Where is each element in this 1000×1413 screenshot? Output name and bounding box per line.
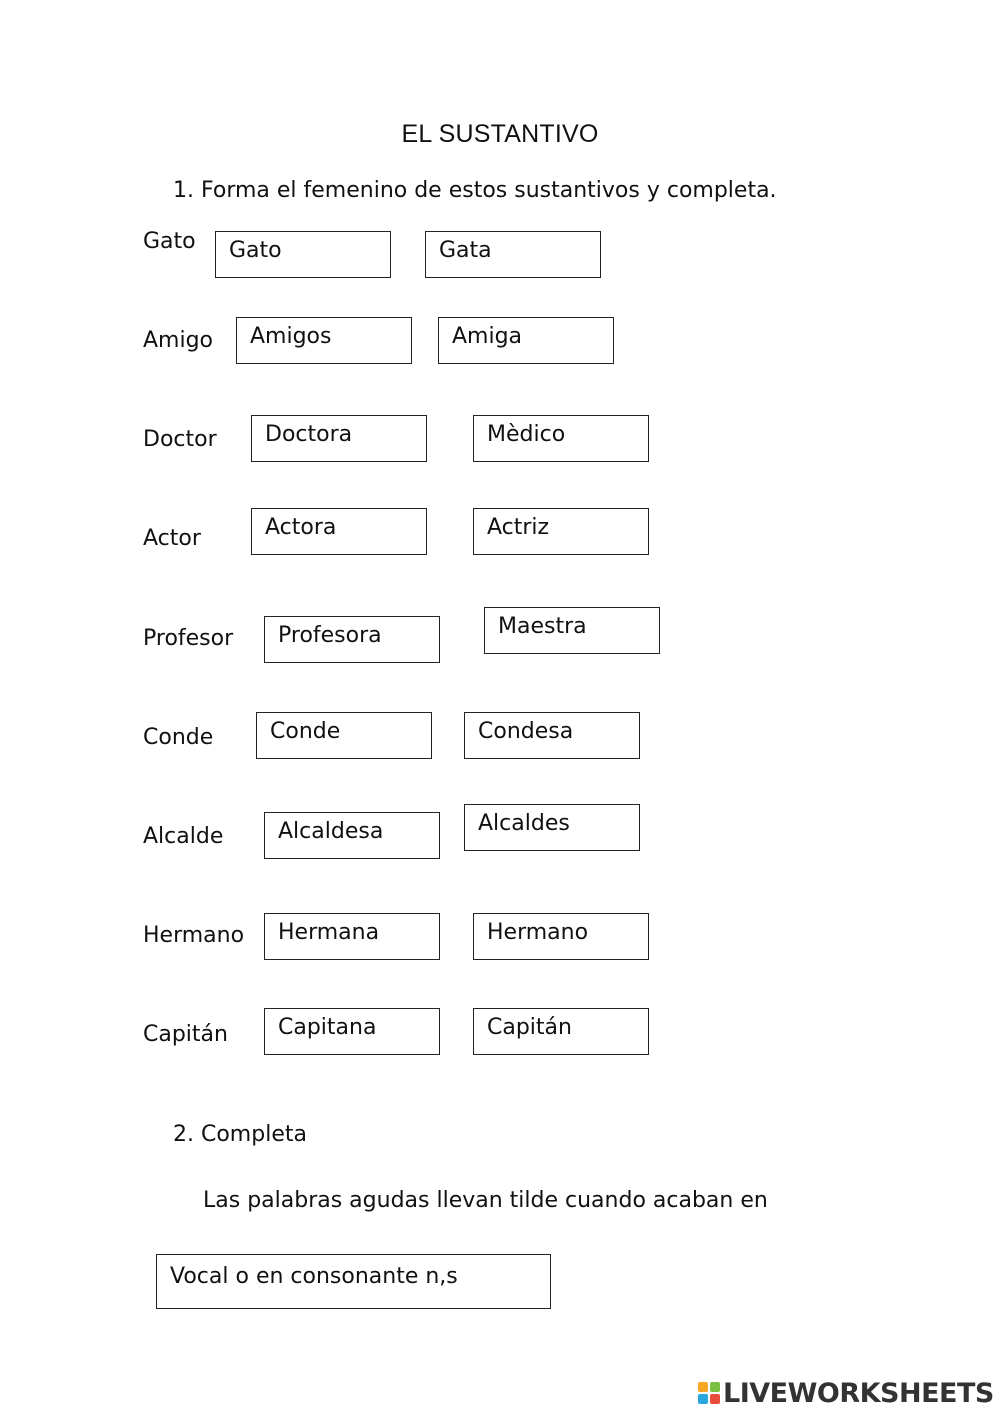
answer-box-conde-1[interactable]: Conde <box>256 712 432 759</box>
word-hermano: Hermano <box>143 923 245 948</box>
answer-box-gato-2[interactable]: Gata <box>425 231 601 278</box>
answer-box-actor-1[interactable]: Actora <box>251 508 427 555</box>
logo-square-1 <box>698 1382 708 1392</box>
word-doctor: Doctor <box>143 427 217 452</box>
answer-box-profesor-1[interactable]: Profesora <box>264 616 440 663</box>
word-amigo: Amigo <box>143 328 214 353</box>
word-gato: Gato <box>143 229 196 254</box>
liveworksheets-logo-text: LIVEWORKSHEETS <box>723 1377 994 1409</box>
exercise-2-sentence: Las palabras agudas llevan tilde cuando acaban en <box>203 1188 768 1213</box>
answer-box-conde-2[interactable]: Condesa <box>464 712 640 759</box>
answer-box-doctor-2[interactable]: Mèdico <box>473 415 649 462</box>
answer-box-hermano-2[interactable]: Hermano <box>473 913 649 960</box>
answer-box-amigo-2[interactable]: Amiga <box>438 317 614 364</box>
word-capitan: Capitán <box>143 1022 228 1047</box>
liveworksheets-logo-icon <box>698 1382 720 1404</box>
answer-box-amigo-1[interactable]: Amigos <box>236 317 412 364</box>
exercise-1-instruction: 1. Forma el femenino de estos sustantivos y completa. <box>173 178 777 203</box>
answer-box-capitan-2[interactable]: Capitán <box>473 1008 649 1055</box>
word-conde: Conde <box>143 725 214 750</box>
word-alcalde: Alcalde <box>143 824 224 849</box>
answer-box-exercise-2[interactable]: Vocal o en consonante n,s <box>156 1254 551 1309</box>
logo-square-2 <box>710 1382 720 1392</box>
worksheet-title: EL SUSTANTIVO <box>401 120 599 148</box>
answer-box-actor-2[interactable]: Actriz <box>473 508 649 555</box>
word-actor: Actor <box>143 526 201 551</box>
answer-box-doctor-1[interactable]: Doctora <box>251 415 427 462</box>
answer-box-alcalde-1[interactable]: Alcaldesa <box>264 812 440 859</box>
answer-box-alcalde-2[interactable]: Alcaldes <box>464 804 640 851</box>
word-profesor: Profesor <box>143 626 234 651</box>
logo-square-3 <box>698 1394 708 1404</box>
answer-box-profesor-2[interactable]: Maestra <box>484 607 660 654</box>
liveworksheets-logo <box>698 1378 994 1408</box>
logo-square-4 <box>710 1394 720 1404</box>
answer-box-capitan-1[interactable]: Capitana <box>264 1008 440 1055</box>
answer-box-gato-1[interactable]: Gato <box>215 231 391 278</box>
exercise-2-instruction: 2. Completa <box>173 1122 307 1147</box>
answer-box-hermano-1[interactable]: Hermana <box>264 913 440 960</box>
